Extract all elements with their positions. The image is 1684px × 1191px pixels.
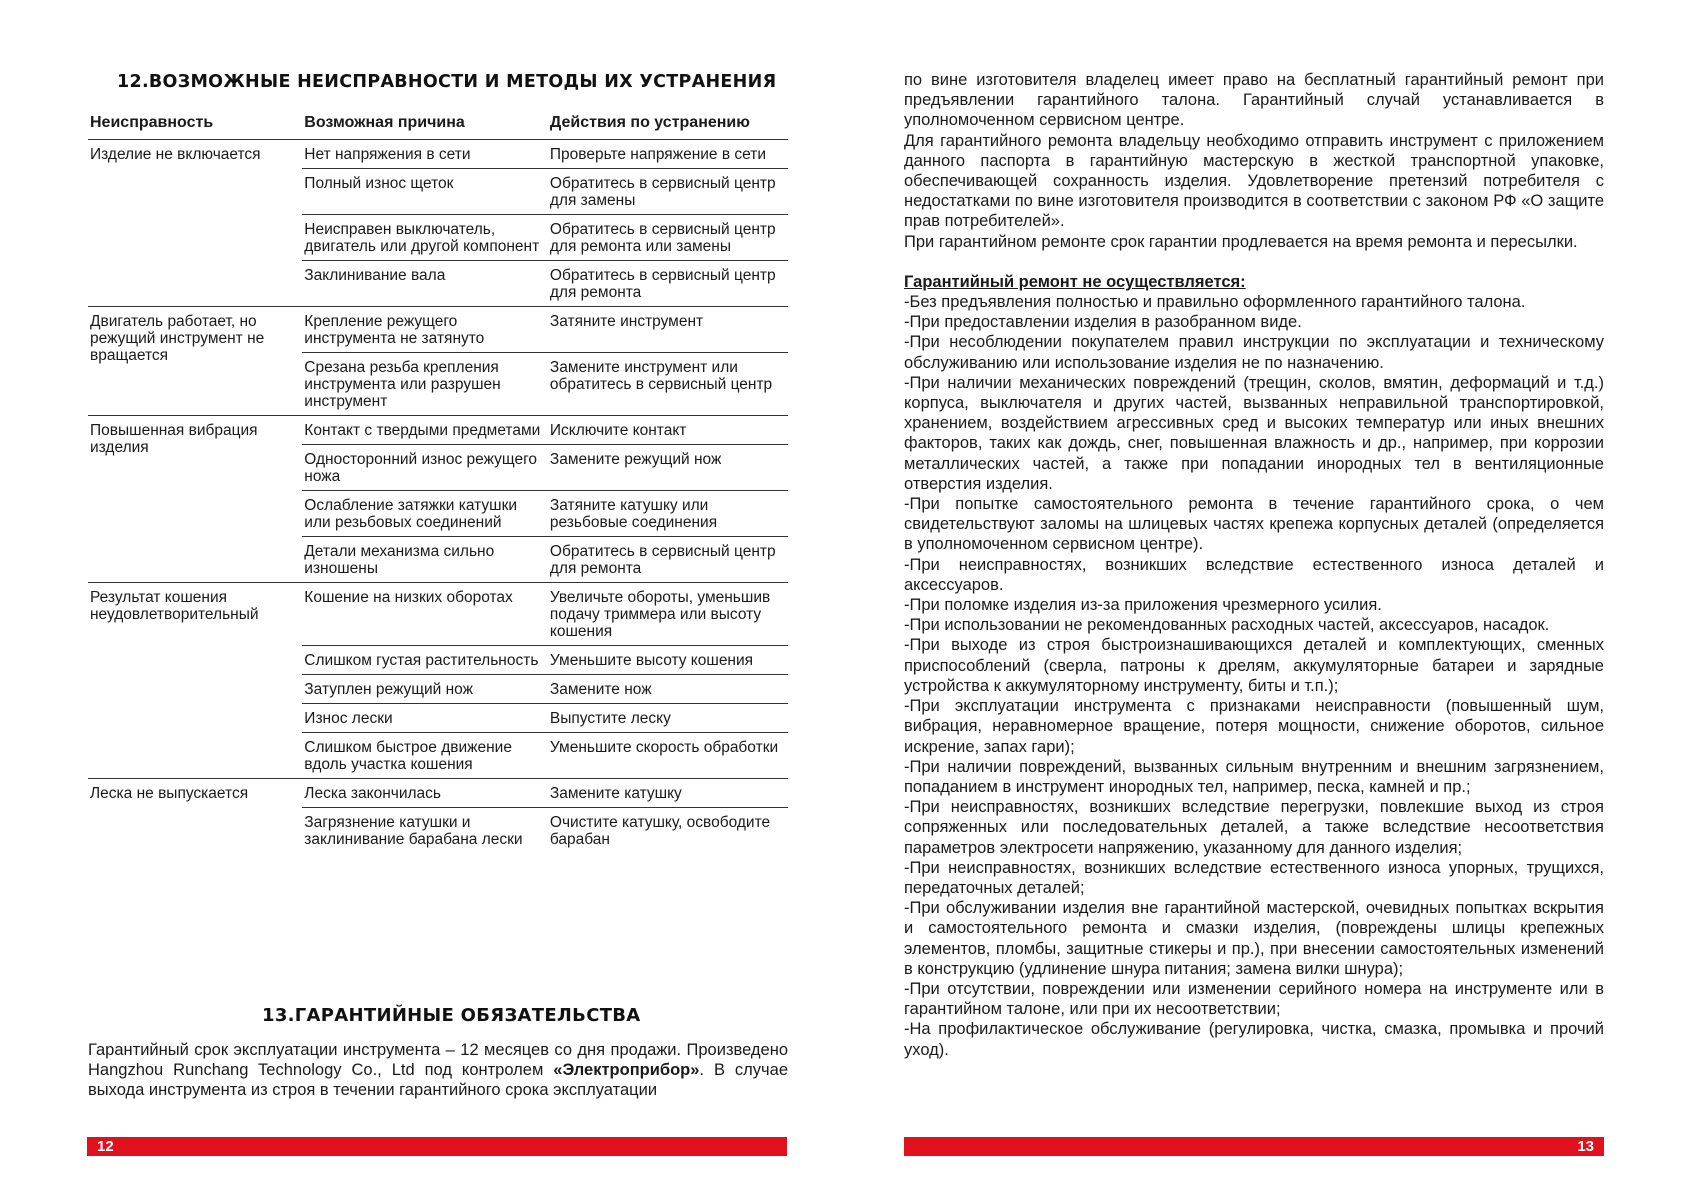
- action-cell: Затяните катушку или резьбовые соединения: [548, 491, 788, 537]
- warranty-brand: «Электроприбор»: [553, 1061, 700, 1079]
- action-cell: Обратитесь в сервисный центр для ремонта или замены: [548, 215, 788, 261]
- action-cell: Замените нож: [548, 675, 788, 704]
- action-cell: Замените режущий нож: [548, 445, 788, 491]
- action-cell: Очистите катушку, освободите барабан: [548, 808, 788, 854]
- exclusion-item: -При несоблюдении покупателем правил инструкции по эксплуатации и техническому обслуживанию или использование изделия не по назначению.: [904, 333, 1604, 372]
- table-row: [88, 307, 788, 353]
- col-header-action: Действия по устранению: [548, 109, 788, 140]
- exclusion-item: -При отсутствии, повреждении или изменении серийного номера на инструменте или в гарантийном талоне, или при их несоответствии;: [904, 979, 1604, 1019]
- warranty-paragraph: по вине изготовителя владелец имеет право на бесплатный гарантийный ремонт при предъявлении гарантийного талона. Гарантийный случай устанавливается в уполномоченном сервисном центре.: [904, 71, 1604, 130]
- exclusion-item: -На профилактическое обслуживание (регулировка, чистка, смазка, промывка и прочий уход).: [904, 1020, 1604, 1059]
- action-cell: Обратитесь в сервисный центр для замены: [548, 169, 788, 215]
- cause-cell: Нет напряжения в сети: [304, 146, 471, 163]
- table-header-row: [88, 109, 788, 140]
- fault-cell: Двигатель работает, но режущий инструмент не вращается: [88, 307, 302, 416]
- action-cell: Замените инструмент или обратитесь в сервисный центр: [548, 353, 788, 416]
- cause-cell: Леска закончилась: [302, 779, 548, 808]
- cause-cell: Крепление режущего инструмента не затянуто: [302, 307, 548, 353]
- cause-cell: Заклинивание вала: [302, 261, 548, 307]
- fault-cell: Повышенная вибрация изделия: [88, 416, 302, 583]
- footer-bar-right: [904, 1137, 1604, 1156]
- action-cell: Затяните инструмент: [548, 307, 788, 353]
- exclusion-item: -При эксплуатации инструмента с признаками неисправности (повышенный шум, вибрация, неравномерное вращение, потеря мощности, снижение оборотов, сильное искрение, запах гари);: [904, 697, 1604, 756]
- fault-cell: Леска не выпускается: [88, 779, 302, 854]
- table-row: [88, 583, 788, 646]
- table-row: [88, 140, 788, 169]
- section-12-title: 12.ВОЗМОЖНЫЕ НЕИСПРАВНОСТИ И МЕТОДЫ ИХ УСТРАНЕНИЯ: [117, 72, 777, 92]
- table-row: [88, 779, 788, 808]
- exclusion-item: -При наличии механических повреждений (трещин, сколов, вмятин, деформаций и т.д.) корпуса, выключателя и других частей, вызванных неправильной транспортировкой, хранением, воздействием агрессивных сред и высоких температур или иных внешних факторов, таких как дождь, снег, повышенная влажность и др., например, при коррозии металлических частей, а также при попадании инородных тел в вентиляционные отверстия изделия.: [904, 373, 1604, 493]
- exclusion-item: -При неисправностях, возникших вследствие перегрузки, повлекшие выход из строя сопряженных или последовательных деталей, а также вследствие несоответствия параметров электросети напряжению, указанному для данного изделия;: [904, 798, 1604, 857]
- page-number-left: 12: [97, 1138, 114, 1155]
- fault-cell: Изделие не включается: [90, 146, 261, 163]
- exclusion-item: -При выходе из строя быстроизнашивающихся деталей и комплектующих, сменных приспособлений (сверла, патроны к дрелям, аккумуляторные батареи и зарядные устройства к аккумуляторному инструменту, биты и т.п.);: [904, 636, 1604, 695]
- exclusion-item: -При поломке изделия из-за приложения чрезмерного усилия.: [904, 596, 1382, 615]
- exclusion-item: -При использовании не рекомендованных расходных частей, аксессуаров, насадок.: [904, 616, 1550, 635]
- cause-cell: Ослабление затяжки катушки или резьбовых соединений: [302, 491, 548, 537]
- col-header-cause: Возможная причина: [302, 109, 548, 140]
- action-cell: Увеличьте обороты, уменьшив подачу триммера или высоту кошения: [548, 583, 788, 646]
- col-header-fault: Неисправность: [88, 109, 302, 140]
- spacer: [904, 252, 1604, 272]
- exclusion-item: -При неисправностях, возникших вследствие естественного износа упорных, трущихся, передаточных деталей;: [904, 858, 1604, 897]
- warranty-intro-part-1: Гарантийный срок эксплуатации инструмента – 12 месяцев со дня продажи. Произведено Hangzhou Runchang Technology Co., Ltd под контролем: [88, 1041, 788, 1079]
- exclusions-heading: Гарантийный ремонт не осуществляется:: [904, 272, 1246, 291]
- warranty-intro: [88, 1040, 788, 1100]
- exclusion-item: -При предоставлении изделия в разобранном виде.: [904, 313, 1302, 332]
- section-13-title: 13.ГАРАНТИЙНЫЕ ОБЯЗАТЕЛЬСТВА: [262, 1005, 641, 1026]
- cause-cell: Срезана резьба крепления инструмента или разрушен инструмент: [302, 353, 548, 416]
- cause-cell: Затуплен режущий нож: [302, 675, 548, 704]
- cause-cell: Износ лески: [302, 704, 548, 733]
- exclusion-item: -При попытке самостоятельного ремонта в течение гарантийного срока, о чем свидетельствуют заломы на шлицевых частях крепежа корпусных деталей (определяется в уполномоченном сервисном центре).: [904, 495, 1604, 554]
- action-cell: Проверьте напряжение в сети: [549, 146, 766, 163]
- exclusion-item: -При наличии повреждений, вызванных сильным внутренним и внешним загрязнением, попаданием в инструмент инородных тел, например, песка, камней и пр.;: [904, 757, 1604, 796]
- warranty-intro-part-2: . В случае выхода инструмента из строя в течении гарантийного срока эксплуатации: [88, 1061, 788, 1099]
- cause-cell: Загрязнение катушки и заклинивание барабана лески: [302, 808, 548, 854]
- cause-cell: Слишком быстрое движение вдоль участка кошения: [302, 733, 548, 779]
- cause-cell: Слишком густая растительность: [302, 646, 548, 675]
- exclusion-item: -Без предъявления полностью и правильно оформленного гарантийного талона.: [904, 293, 1526, 312]
- action-cell: Уменьшите скорость обработки: [548, 733, 788, 779]
- footer-bar-left: [87, 1137, 787, 1156]
- page-number-right: 13: [1577, 1138, 1594, 1155]
- table-row: [88, 416, 788, 445]
- right-page: [842, 0, 1684, 1191]
- fault-cell: Результат кошения неудовлетворительный: [88, 583, 302, 779]
- warranty-paragraph: При гарантийном ремонте срок гарантии продлевается на время ремонта и пересылки.: [904, 232, 1578, 251]
- exclusion-item: -При неисправностях, возникших вследствие естественного износа деталей и аксессуаров.: [904, 555, 1604, 594]
- cause-cell: Неисправен выключатель, двигатель или другой компонент: [302, 215, 548, 261]
- cause-cell: Односторонний износ режущего ножа: [302, 445, 548, 491]
- action-cell: Исключите контакт: [548, 416, 788, 445]
- action-cell: Обратитесь в сервисный центр для ремонта: [548, 261, 788, 307]
- exclusion-item: -При обслуживании изделия вне гарантийной мастерской, очевидных попытках вскрытия и самостоятельного ремонта и смазки изделия, (повреждены шлицы крепежных элементов, пломбы, защитные стикеры и пр.), при внесении самостоятельных изменений в конструкцию (удлинение шнура питания; замена вилки шнура);: [904, 899, 1604, 978]
- action-cell: Уменьшите высоту кошения: [548, 646, 788, 675]
- troubleshooting-table: [88, 109, 788, 853]
- warranty-paragraph: Для гарантийного ремонта владельцу необходимо отправить инструмент с приложением данного паспорта в гарантийную мастерскую в жесткой транспортной упаковке, обеспечивающей сохранность изделия. Удовлетворение претензий потребителя с недостатками по вине изготовителя производится в соответствии с законом РФ «О защите прав потребителей».: [904, 131, 1604, 231]
- action-cell: Замените катушку: [548, 779, 788, 808]
- warranty-terms: [904, 70, 1604, 1060]
- cause-cell: Контакт с твердыми предметами: [302, 416, 548, 445]
- cause-cell: Кошение на низких оборотах: [302, 583, 548, 646]
- action-cell: Обратитесь в сервисный центр для ремонта: [548, 537, 788, 583]
- cause-cell: Полный износ щеток: [302, 169, 548, 215]
- cause-cell: Детали механизма сильно изношены: [302, 537, 548, 583]
- action-cell: Выпустите леску: [548, 704, 788, 733]
